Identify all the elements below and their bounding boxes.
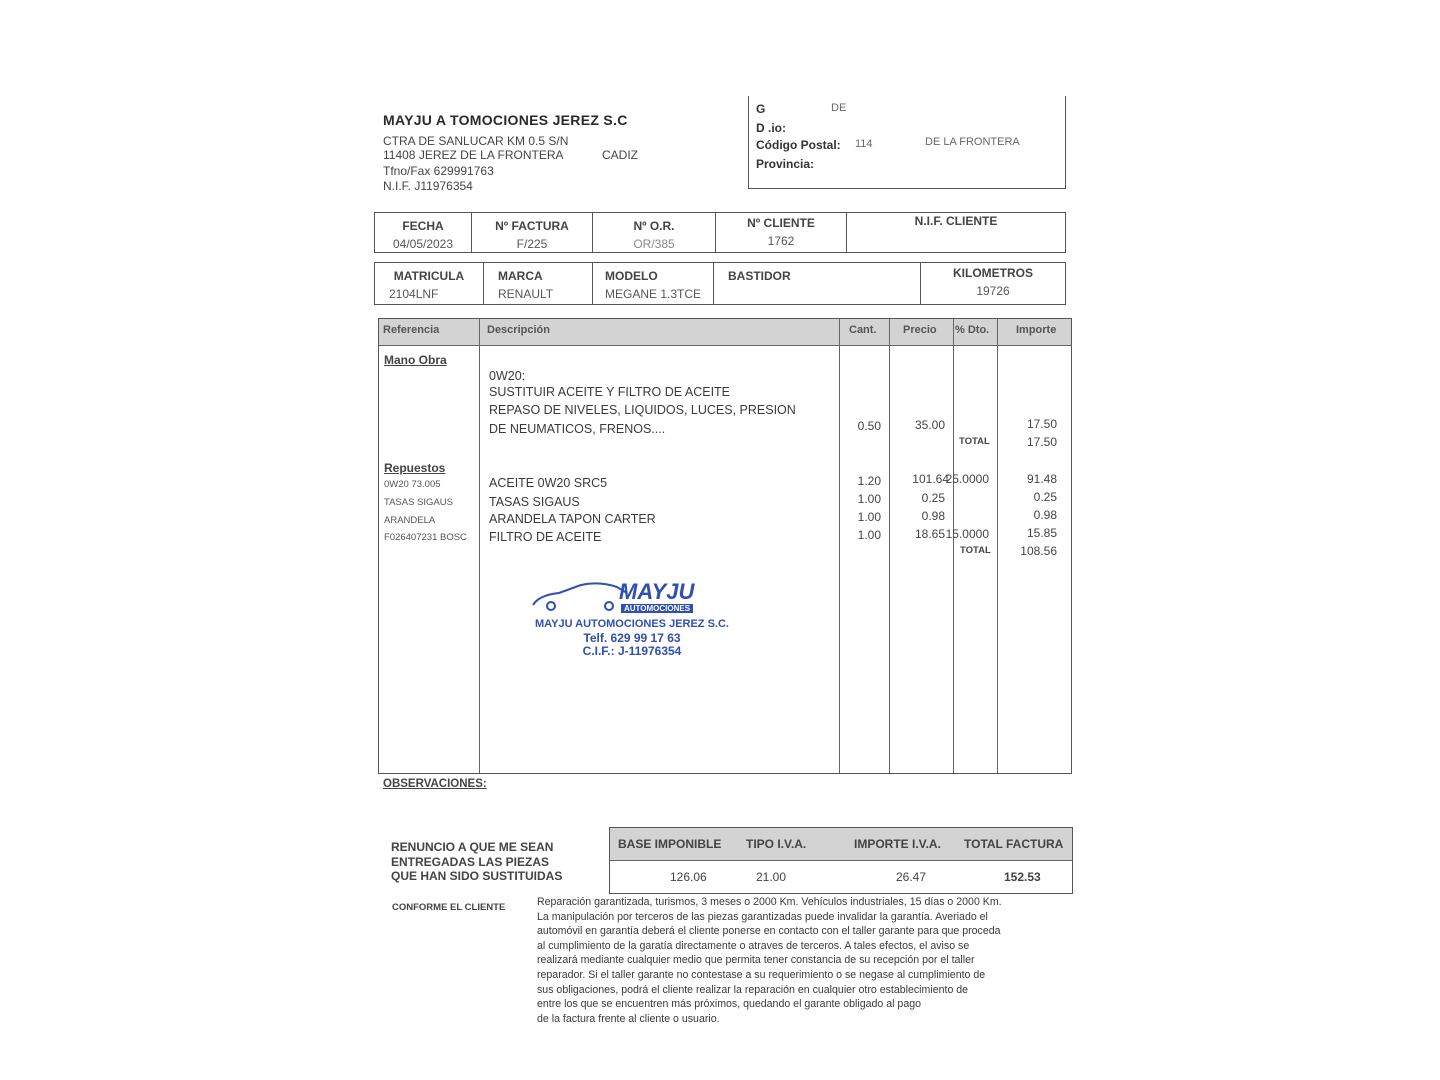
warranty-line: Reparación garantizada, turismos, 3 meses o 2000 Km. Vehículos industriales, 15 días o 2000 Km. — [537, 896, 1002, 908]
matricula-value: 2104LNF — [389, 287, 439, 301]
column-divider — [953, 319, 954, 773]
cliente-value: 1762 — [767, 234, 795, 248]
warranty-line: sus obligaciones, podrá el cliente realizar la reparación en cualquier otro establecimiento de — [537, 983, 969, 996]
labor-total-label: TOTAL — [959, 436, 990, 447]
parts-total-label: TOTAL — [960, 545, 991, 556]
invoice-header-table — [374, 212, 1066, 253]
parts-section-title: Repuestos — [384, 461, 446, 475]
total-factura-value: 152.53 — [1004, 870, 1041, 884]
matricula-label: MATRICULA — [393, 269, 465, 283]
provincia-label: Provincia: — [756, 157, 815, 171]
company-name: MAYJU A TOMOCIONES JEREZ S.C — [383, 112, 628, 128]
factura-label: Nº FACTURA — [495, 219, 569, 233]
part-ref: ARANDELA — [384, 515, 436, 526]
part-cant: 1.20 — [857, 474, 881, 488]
warranty-line: automóvil en garantía deberá el cliente ponerse en contacto con el taller garante para que proceda — [537, 925, 1001, 938]
part-desc: ARANDELA TAPON CARTER — [489, 512, 656, 526]
stamp-brand: MAYJU — [619, 579, 695, 604]
client-address-label: D .io: — [756, 121, 786, 135]
column-divider — [479, 319, 480, 773]
fecha-label: FECHA — [402, 219, 444, 233]
observaciones-label: OBSERVACIONES: — [383, 778, 487, 790]
postal-code-label: Código Postal: — [756, 138, 841, 152]
part-ref: 0W20 73.005 — [384, 479, 441, 490]
col-cant: Cant. — [849, 324, 877, 336]
part-ref: TASAS SIGAUS — [384, 497, 453, 508]
column-divider — [997, 319, 998, 773]
column-divider — [889, 319, 890, 773]
part-cant: 1.00 — [857, 510, 881, 524]
km-value: 19726 — [976, 284, 1010, 298]
renuncio-line: QUE HAN SIDO SUSTITUIDAS — [391, 869, 563, 883]
tipo-iva-value: 21.00 — [756, 870, 787, 884]
labor-line: 0W20: — [489, 369, 526, 383]
tipo-iva-label: TIPO I.V.A. — [746, 837, 807, 851]
part-desc: TASAS SIGAUS — [489, 495, 580, 509]
col-importe: Importe — [1016, 324, 1057, 336]
warranty-line: La manipulación por terceros de las piezas garantizadas puede invalidar la garantía. Averiado el — [537, 910, 988, 923]
postal-city-value: DE LA FRONTERA — [925, 136, 1020, 148]
warranty-line: realizará mediante cualquier medio que permita tener constancia de su recepción por el taller — [537, 954, 975, 967]
labor-line: DE NEUMATICOS, FRENOS.... — [489, 422, 666, 436]
modelo-label: MODELO — [605, 269, 658, 283]
company-nif: N.I.F. J11976354 — [383, 179, 473, 193]
cliente-cell — [716, 213, 847, 253]
labor-precio: 35.00 — [914, 418, 945, 432]
part-cant: 1.00 — [857, 492, 881, 506]
warranty-line: de la factura frente al cliente o usuario. — [537, 1012, 720, 1025]
labor-cant: 0.50 — [857, 419, 881, 433]
labor-total: 17.50 — [1026, 435, 1057, 449]
col-descripcion: Descripción — [487, 324, 550, 336]
company-address: CTRA DE SANLUCAR KM 0.5 S/N — [383, 134, 569, 148]
renuncio-line: ENTREGADAS LAS PIEZAS — [391, 854, 550, 869]
part-precio: 101.64 — [912, 472, 949, 486]
km-label: KILOMETROS — [953, 266, 1033, 280]
importe-iva-label: IMPORTE I.V.A. — [854, 837, 941, 851]
part-precio: 0.98 — [921, 509, 945, 523]
part-precio: 0.25 — [921, 491, 945, 505]
stamp-line1: MAYJU AUTOMOCIONES JEREZ S.C. — [535, 618, 729, 630]
company-phone: Tfno/Fax 629991763 — [383, 164, 494, 178]
stamp-sub: AUTOMOCIONES — [621, 604, 693, 613]
labor-importe: 17.50 — [1026, 417, 1057, 431]
company-stamp — [529, 579, 739, 658]
part-dto: 15.0000 — [945, 527, 989, 541]
part-dto: 25.0000 — [945, 472, 989, 486]
part-importe: 15.85 — [1026, 526, 1057, 540]
marca-value: RENAULT — [498, 287, 554, 301]
factura-value: F/225 — [516, 237, 548, 251]
part-cant: 1.00 — [857, 528, 881, 542]
nif-cliente-cell — [847, 213, 1066, 253]
warranty-text — [537, 895, 1057, 1026]
or-cell — [593, 213, 716, 253]
part-precio: 18.65 — [914, 527, 945, 541]
warranty-line: reparador. Si el taller garante no contestase a su requerimiento o se negase al cumplimiento de — [537, 968, 986, 981]
company-province: CADIZ — [602, 148, 638, 162]
client-name-label: G — [756, 102, 766, 116]
part-desc: ACEITE 0W20 SRC5 — [489, 476, 608, 490]
stamp-line2: Telf. 629 99 17 63 — [583, 631, 681, 645]
labor-line: REPASO DE NIVELES, LIQUIDOS, LUCES, PRESION — [489, 403, 796, 417]
modelo-value: MEGANE 1.3TCE — [605, 287, 702, 301]
vehicle-table — [374, 262, 1066, 305]
company-city: 11408 JEREZ DE LA FRONTERA — [383, 148, 564, 162]
renuncio-block — [391, 840, 562, 884]
client-box — [748, 96, 1066, 189]
col-precio: Precio — [903, 324, 937, 336]
marca-label: MARCA — [498, 269, 543, 283]
part-importe: 0.98 — [1033, 508, 1057, 522]
base-imponible-label: BASE IMPONIBLE — [618, 837, 722, 851]
col-referencia: Referencia — [383, 324, 440, 336]
marca-cell — [484, 263, 593, 305]
parts-total: 108.56 — [1020, 544, 1057, 558]
importe-iva-value: 26.47 — [896, 870, 927, 884]
fecha-value: 04/05/2023 — [392, 237, 454, 251]
modelo-cell — [593, 263, 714, 305]
or-label: Nº O.R. — [633, 219, 675, 233]
km-cell — [921, 263, 1066, 305]
part-desc: FILTRO DE ACEITE — [489, 530, 602, 544]
bastidor-cell — [714, 263, 921, 305]
cliente-label: Nº CLIENTE — [747, 216, 815, 230]
col-dto: % Dto. — [955, 324, 990, 336]
nif-cliente-label: N.I.F. CLIENTE — [914, 214, 998, 228]
stamp-line3: C.I.F.: J-11976354 — [582, 644, 682, 658]
base-imponible-value: 126.06 — [670, 870, 707, 884]
client-name-value: DE — [831, 102, 847, 114]
items-table — [378, 318, 1072, 774]
bastidor-label: BASTIDOR — [728, 269, 791, 283]
part-importe: 0.25 — [1033, 490, 1057, 504]
postal-code-value: 114 — [855, 138, 873, 150]
part-importe: 91.48 — [1026, 472, 1057, 486]
total-factura-label: TOTAL FACTURA — [964, 837, 1064, 851]
labor-section-title: Mano Obra — [384, 353, 447, 367]
or-value: OR/385 — [633, 237, 675, 251]
column-divider — [839, 319, 840, 773]
renuncio-line: RENUNCIO A QUE ME SEAN — [391, 840, 554, 854]
matricula-cell — [375, 263, 484, 305]
conforme-label: CONFORME EL CLIENTE — [392, 902, 506, 913]
fecha-cell — [375, 213, 472, 253]
labor-line: SUSTITUIR ACEITE Y FILTRO DE ACEITE — [489, 385, 731, 399]
factura-cell — [472, 213, 593, 253]
warranty-line: entre los que se encuentren más próximos, quedando el garante obligado al pago — [537, 998, 921, 1011]
part-ref: F026407231 BOSC — [384, 532, 467, 543]
warranty-line: al cumplimiento de la garatía directamente o atraves de terceros. A tales efectos, el aviso se — [537, 939, 970, 952]
totals-table — [609, 827, 1073, 894]
